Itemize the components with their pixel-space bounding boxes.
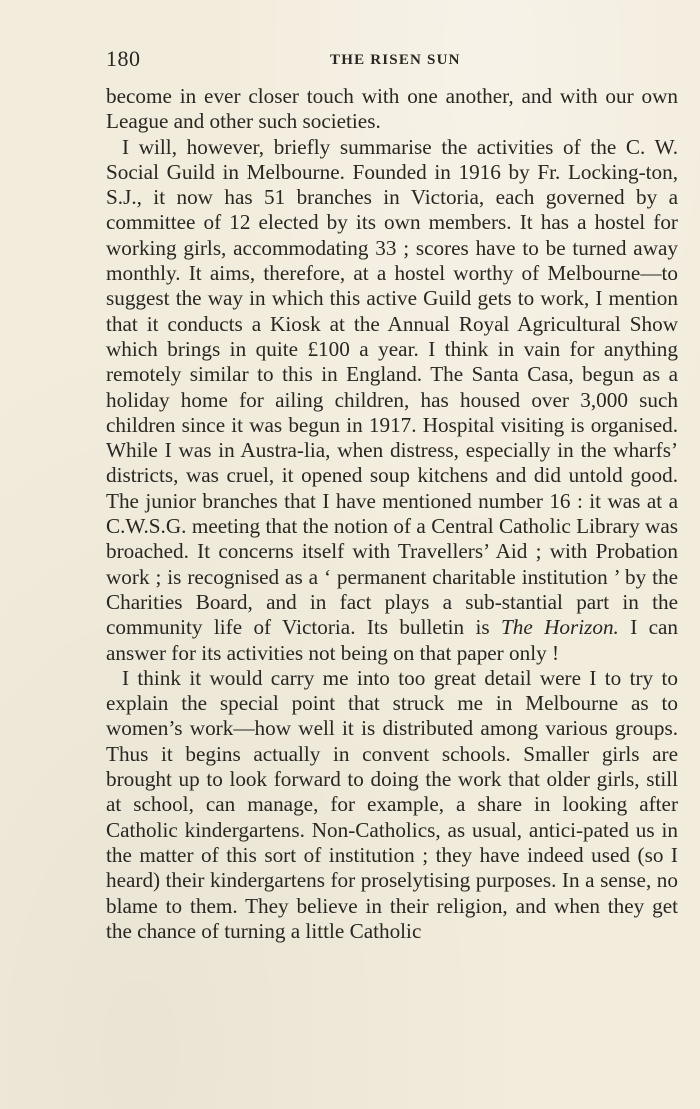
paragraph-3-text: I think it would carry me into too great detail were I to try to explain the special point that struck me in Melbourne as to women’s work—how well it is distributed among various groups. Thus it begins actually in convent schools. Smaller girls are brought up to look forward to doing the work that older girls, still at school, can manage, for example, a share in looking after Catholic kindergartens. Non-Catholics, as usual, antici-pated us in the matter of this sort of institution ; they have indeed used (so I heard) their kindergartens for proselytising purposes. In a sense, no blame to them. They believe in their religion, and when they get the chance of turning a little Catholic [106,665,678,943]
running-title: THE RISEN SUN [330,52,461,68]
page-header [106,46,678,74]
paragraph-2-ending: I can answer for its activities not being on that paper only ! [106,615,678,665]
paragraph-2 [106,135,678,666]
paragraph-3 [106,666,678,944]
page-number: 180 [106,46,141,71]
paragraph-1-text: become in ever closer touch with one another, and with our own League and other such societies. [106,84,678,134]
body-text [106,84,678,944]
paragraph-2-text: I will, however, briefly summarise the activities of the C. W. Social Guild in Melbourne. Founded in 1916 by Fr. Locking-ton, S.J., it now has 51 branches in Victoria, each governed by a committee of 12 elected by its own members. It has a hostel for working girls, accommodating 33 ; scores have to be turned away monthly. It aims, therefore, at a hostel worthy of Melbourne—to suggest the way in which this active Guild gets to work, I mention that it conducts a Kiosk at the Annual Royal Agricultural Show which brings in quite £100 a year. I think in vain for anything remotely similar to this in England. The Santa Casa, begun as a holiday home for ailing children, has housed over 3,000 such children since it was begun in 1917. Hospital visiting is organised. While I was in Austra-lia, when distress, especially in the wharfs’ districts, was cruel, it opened soup kitchens and did untold good. The junior branches that I have mentioned number 16 : it was at a C.W.S.G. meeting that the notion of a Central Catholic Library was broached. It concerns itself with Travellers’ Aid ; with Probation work ; is recognised as a ‘ permanent charitable institution ’ by the Charities Board, and in fact plays a sub-stantial part in the community life of Victoria. Its bulletin is [106,134,678,640]
bulletin-title: The Horizon. [500,615,619,640]
paragraph-1 [106,84,678,135]
